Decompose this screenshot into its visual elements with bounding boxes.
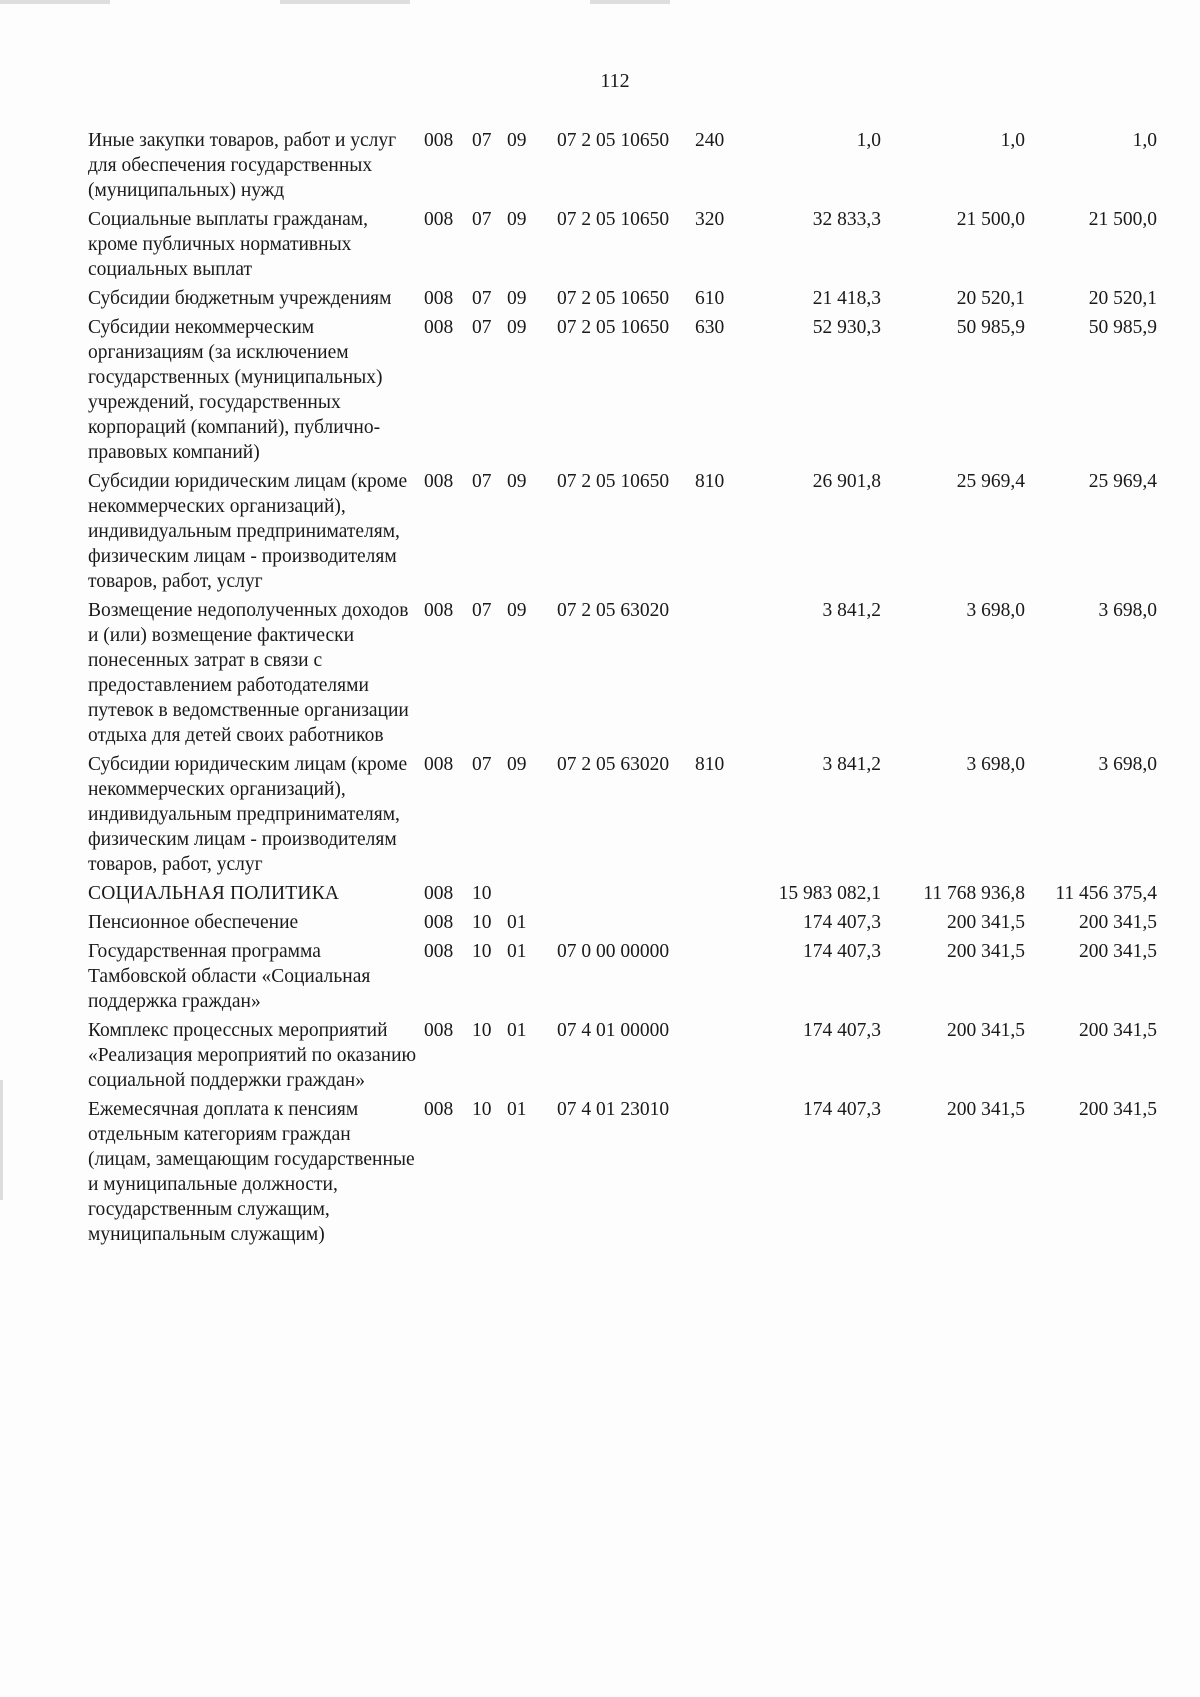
row-amount-3: 11 456 375,4 [1055, 883, 1157, 904]
row-dept: 008 [424, 209, 454, 230]
row-name: СОЦИАЛЬНАЯ ПОЛИТИКА [88, 883, 340, 904]
table-row [88, 207, 1173, 286]
table-row [88, 469, 1173, 598]
row-amount-3: 200 341,5 [1079, 941, 1157, 962]
row-dept: 008 [424, 912, 454, 933]
table-row [88, 598, 1173, 752]
row-name: Пенсионное обеспечение [88, 912, 299, 933]
row-section: 10 [472, 941, 492, 962]
row-target-article: 07 2 05 10650 [557, 209, 670, 230]
row-expense-type: 810 [695, 754, 725, 775]
row-name: Иные закупки товаров, работ и услуг для обеспечения государственных (муниципальных) нужд [88, 130, 397, 201]
row-amount-2: 21 500,0 [956, 209, 1025, 230]
row-target-article: 07 2 05 10650 [557, 471, 670, 492]
row-section: 10 [472, 912, 492, 933]
row-subsection: 01 [507, 912, 527, 933]
row-amount-1: 174 407,3 [803, 912, 881, 933]
row-target-article: 07 2 05 10650 [557, 288, 670, 309]
row-target-article: 07 2 05 63020 [557, 600, 670, 621]
row-amount-1: 3 841,2 [822, 600, 881, 621]
row-name: Субсидии юридическим лицам (кроме некоммерческих организаций), индивидуальным предпринимателям, физическим лицам - производителям товаров, работ, услуг [88, 754, 408, 875]
row-subsection: 01 [507, 1020, 527, 1041]
table-row [88, 752, 1173, 881]
row-section: 07 [472, 600, 492, 621]
row-target-article: 07 2 05 10650 [557, 130, 670, 151]
row-amount-2: 3 698,0 [966, 600, 1025, 621]
row-amount-1: 21 418,3 [812, 288, 881, 309]
row-amount-3: 200 341,5 [1079, 1099, 1157, 1120]
row-expense-type: 810 [695, 471, 725, 492]
row-dept: 008 [424, 883, 454, 904]
scan-edge-artifact [0, 1080, 3, 1200]
row-amount-2: 200 341,5 [947, 1020, 1025, 1041]
row-amount-2: 200 341,5 [947, 941, 1025, 962]
row-dept: 008 [424, 1020, 454, 1041]
row-target-article: 07 4 01 23010 [557, 1099, 670, 1120]
row-amount-3: 21 500,0 [1088, 209, 1157, 230]
row-amount-3: 3 698,0 [1098, 600, 1157, 621]
row-name: Комплекс процессных мероприятий «Реализация мероприятий по оказанию социальной поддержки граждан» [88, 1020, 417, 1091]
row-section: 07 [472, 288, 492, 309]
row-expense-type: 630 [695, 317, 725, 338]
row-dept: 008 [424, 130, 454, 151]
row-subsection: 01 [507, 941, 527, 962]
row-section: 07 [472, 317, 492, 338]
row-amount-1: 32 833,3 [812, 209, 881, 230]
row-name: Социальные выплаты гражданам, кроме публичных нормативных социальных выплат [88, 209, 369, 280]
budget-table [88, 128, 1173, 1251]
row-dept: 008 [424, 288, 454, 309]
row-name: Возмещение недополученных доходов и (или) возмещение фактически понесенных затрат в связи с предоставлением работодателями путевок в ведомственные организации отдыха для детей своих работников [88, 600, 409, 746]
row-dept: 008 [424, 1099, 454, 1120]
row-expense-type: 240 [695, 130, 725, 151]
row-name: Субсидии юридическим лицам (кроме некоммерческих организаций), индивидуальным предпринимателям, физическим лицам - производителям товаров, работ, услуг [88, 471, 408, 592]
row-amount-2: 1,0 [1000, 130, 1025, 151]
row-amount-2: 200 341,5 [947, 1099, 1025, 1120]
row-name: Ежемесячная доплата к пенсиям отдельным категориям граждан (лицам, замещающим государственные и муниципальные должности, государственным служащим, муниципальным служащим) [88, 1099, 415, 1245]
row-target-article: 07 2 05 10650 [557, 317, 670, 338]
scan-artifact [0, 0, 110, 4]
row-subsection: 09 [507, 754, 527, 775]
row-expense-type: 320 [695, 209, 725, 230]
row-name: Государственная программа Тамбовской области «Социальная поддержка граждан» [88, 941, 371, 1012]
row-amount-3: 50 985,9 [1088, 317, 1157, 338]
table-row [88, 1097, 1173, 1251]
row-subsection: 09 [507, 209, 527, 230]
row-amount-1: 1,0 [856, 130, 881, 151]
row-amount-2: 25 969,4 [956, 471, 1025, 492]
row-amount-1: 3 841,2 [822, 754, 881, 775]
table-row [88, 1018, 1173, 1097]
row-section: 07 [472, 754, 492, 775]
row-section: 07 [472, 130, 492, 151]
row-subsection: 09 [507, 288, 527, 309]
row-amount-3: 25 969,4 [1088, 471, 1157, 492]
row-amount-1: 26 901,8 [812, 471, 881, 492]
row-amount-1: 174 407,3 [803, 1020, 881, 1041]
scan-artifact [590, 0, 670, 4]
row-target-article: 07 0 00 00000 [557, 941, 670, 962]
row-dept: 008 [424, 754, 454, 775]
table-row [88, 128, 1173, 207]
table-row [88, 939, 1173, 1018]
row-dept: 008 [424, 600, 454, 621]
row-amount-2: 20 520,1 [956, 288, 1025, 309]
table-row-section-heading [88, 881, 1173, 910]
row-subsection: 09 [507, 317, 527, 338]
row-dept: 008 [424, 471, 454, 492]
row-amount-3: 200 341,5 [1079, 912, 1157, 933]
scan-artifact [280, 0, 410, 4]
row-name: Субсидии некоммерческим организациям (за исключением государственных (муниципальных) учреждений, государственных корпораций (компаний), публично-правовых компаний) [88, 317, 383, 463]
row-amount-1: 174 407,3 [803, 1099, 881, 1120]
row-section: 07 [472, 471, 492, 492]
table-row [88, 286, 1173, 315]
row-subsection: 09 [507, 471, 527, 492]
row-amount-2: 11 768 936,8 [923, 883, 1025, 904]
row-amount-3: 20 520,1 [1088, 288, 1157, 309]
row-amount-1: 174 407,3 [803, 941, 881, 962]
row-amount-1: 15 983 082,1 [778, 883, 881, 904]
row-dept: 008 [424, 317, 454, 338]
row-name: Субсидии бюджетным учреждениям [88, 288, 392, 309]
row-subsection: 09 [507, 130, 527, 151]
row-section: 10 [472, 1099, 492, 1120]
row-amount-2: 200 341,5 [947, 912, 1025, 933]
row-amount-3: 3 698,0 [1098, 754, 1157, 775]
row-section: 10 [472, 1020, 492, 1041]
row-section: 10 [472, 883, 492, 904]
row-target-article: 07 4 01 00000 [557, 1020, 670, 1041]
row-amount-2: 50 985,9 [956, 317, 1025, 338]
row-amount-3: 200 341,5 [1079, 1020, 1157, 1041]
row-dept: 008 [424, 941, 454, 962]
row-section: 07 [472, 209, 492, 230]
row-target-article: 07 2 05 63020 [557, 754, 670, 775]
row-subsection: 01 [507, 1099, 527, 1120]
table-row [88, 315, 1173, 469]
page-number: 112 [600, 70, 630, 92]
row-expense-type: 610 [695, 288, 725, 309]
row-subsection: 09 [507, 600, 527, 621]
row-amount-1: 52 930,3 [812, 317, 881, 338]
row-amount-2: 3 698,0 [966, 754, 1025, 775]
row-amount-3: 1,0 [1132, 130, 1157, 151]
table-row [88, 910, 1173, 939]
